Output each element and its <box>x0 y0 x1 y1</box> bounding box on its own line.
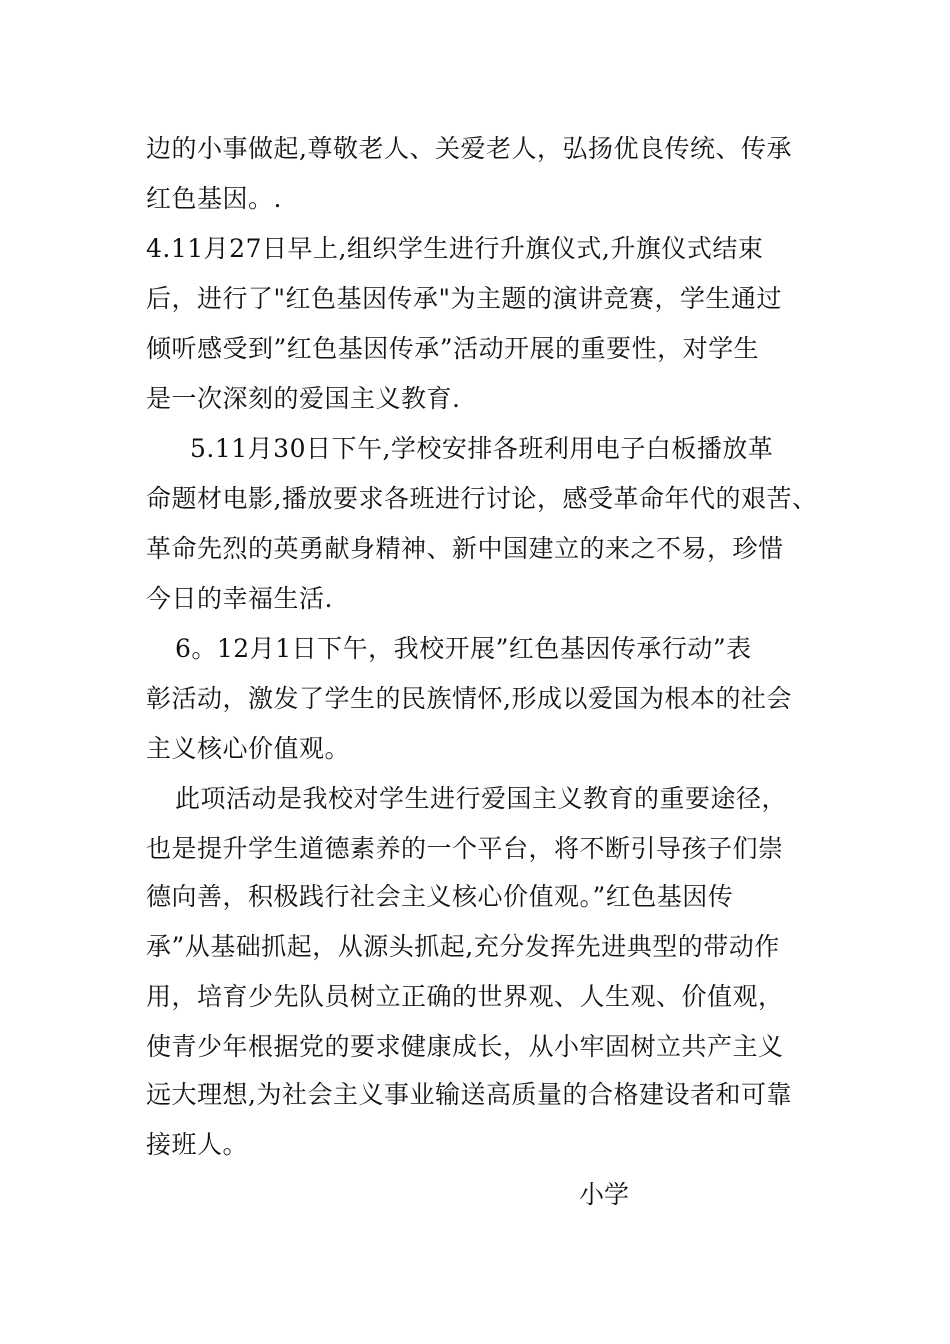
paragraph-line: 后，进行了"红色基因传承"为主题的演讲竞赛，学生通过 <box>146 284 783 313</box>
paragraph-line: 德向善，积极践行社会主义核心价值观。”红色基因传 <box>146 882 734 911</box>
paragraph-line: 红色基因。. <box>146 184 282 213</box>
paragraph-line: 此项活动是我校对学生进行爱国主义教育的重要途径， <box>175 784 788 813</box>
paragraph-line: 接班人。 <box>146 1130 249 1159</box>
paragraph-line: 倾听感受到”红色基因传承”活动开展的重要性，对学生 <box>146 334 760 363</box>
signature-school: 小学 <box>579 1180 630 1209</box>
paragraph-line: 革命先烈的英勇献身精神、新中国建立的来之不易，珍惜 <box>146 534 784 563</box>
paragraph-line: 用，培育少先队员树立正确的世界观、人生观、价值观， <box>146 982 784 1011</box>
paragraph-line: 主义核心价值观。 <box>146 734 351 763</box>
paragraph-line: 今日的幸福生活. <box>146 584 333 613</box>
paragraph-line: 是一次深刻的爱国主义教育. <box>146 384 461 413</box>
paragraph-line: 边的小事做起,尊敬老人、关爱老人，弘扬优良传统、传承 <box>146 134 792 163</box>
paragraph-line: 也是提升学生道德素养的一个平台，将不断引导孩子们崇 <box>146 834 784 863</box>
paragraph-line: 彰活动，激发了学生的民族情怀,形成以爱国为根本的社会 <box>146 684 792 713</box>
paragraph-line: 命题材电影,播放要求各班进行讨论，感受革命年代的艰苦、 <box>146 484 818 513</box>
paragraph-line: 远大理想,为社会主义事业输送高质量的合格建设者和可靠 <box>146 1080 792 1109</box>
paragraph-line: 6。12月1日下午，我校开展”红色基因传承行动”表 <box>175 634 752 663</box>
paragraph-line: 承”从基础抓起，从源头抓起,充分发挥先进典型的带动作 <box>146 932 780 961</box>
paragraph-line: 使青少年根据党的要求健康成长，从小牢固树立共产主义 <box>146 1032 784 1061</box>
paragraph-line: 5.11月30日下午,学校安排各班利用电子白板播放革 <box>190 434 774 463</box>
paragraph-line: 4.11月27日早上,组织学生进行升旗仪式,升旗仪式结束 <box>146 234 764 263</box>
